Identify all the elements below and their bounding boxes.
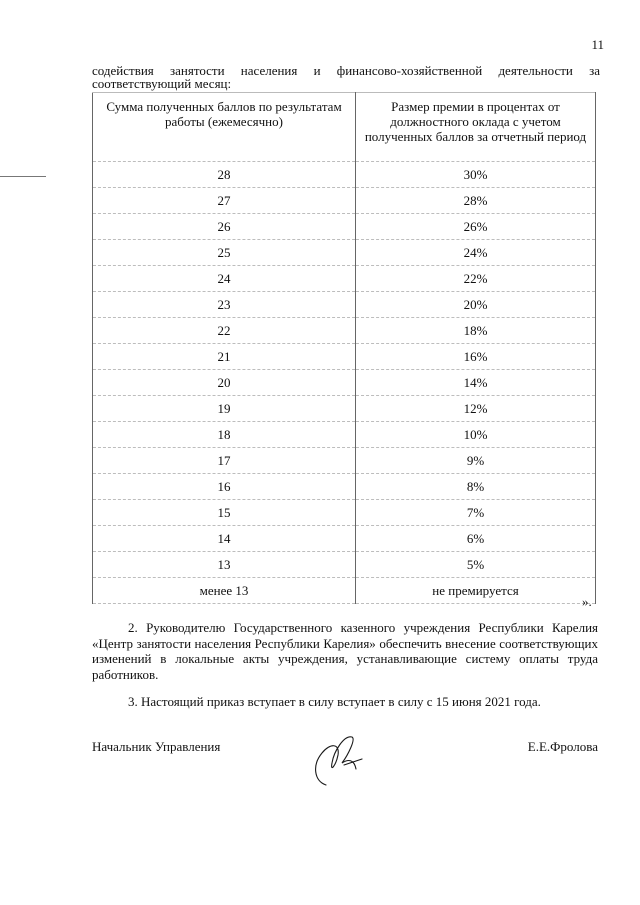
- percent-cell: 10%: [356, 422, 596, 448]
- handwritten-signature: [308, 729, 368, 791]
- score-cell: 22: [93, 318, 356, 344]
- percent-cell: 22%: [356, 266, 596, 292]
- table-row: [93, 188, 596, 214]
- percent-cell: 18%: [356, 318, 596, 344]
- closing-quote: ».: [582, 594, 592, 609]
- bonus-table: [92, 92, 596, 604]
- percent-cell: 20%: [356, 292, 596, 318]
- table-row: [93, 370, 596, 396]
- score-cell: 23: [93, 292, 356, 318]
- percent-cell: 5%: [356, 552, 596, 578]
- score-cell: менее 13: [93, 578, 356, 604]
- table-row: [93, 396, 596, 422]
- percent-cell: 28%: [356, 188, 596, 214]
- score-cell: 17: [93, 448, 356, 474]
- header-percent: Размер премии в процентах от должностного оклада с учетом полученных баллов за отчетный период: [356, 93, 596, 162]
- percent-cell: 14%: [356, 370, 596, 396]
- percent-cell: 24%: [356, 240, 596, 266]
- paragraph-3: 3. Настоящий приказ вступает в силу вступает в силу с 15 июня 2021 года.: [128, 694, 541, 709]
- signature-block: [92, 737, 598, 797]
- table-row: [93, 526, 596, 552]
- table-row: [93, 500, 596, 526]
- score-cell: 18: [93, 422, 356, 448]
- percent-cell: не премируется: [356, 578, 596, 604]
- table-row: [93, 474, 596, 500]
- score-cell: 25: [93, 240, 356, 266]
- score-cell: 28: [93, 162, 356, 188]
- signatory-title: Начальник Управления: [92, 739, 221, 754]
- table-row: [93, 448, 596, 474]
- table-row: [93, 266, 596, 292]
- percent-cell: 9%: [356, 448, 596, 474]
- table-row: [93, 240, 596, 266]
- page-number: 11: [591, 37, 604, 52]
- score-cell: 15: [93, 500, 356, 526]
- table-row: [93, 214, 596, 240]
- score-cell: 20: [93, 370, 356, 396]
- table-row: [93, 422, 596, 448]
- table-row: [93, 578, 596, 604]
- score-cell: 21: [93, 344, 356, 370]
- table-header-row: [93, 93, 596, 162]
- percent-cell: 7%: [356, 500, 596, 526]
- score-cell: 24: [93, 266, 356, 292]
- scan-mark-left: [0, 176, 46, 177]
- percent-cell: 26%: [356, 214, 596, 240]
- table-row: [93, 318, 596, 344]
- percent-cell: 6%: [356, 526, 596, 552]
- score-cell: 27: [93, 188, 356, 214]
- intro-text: содействия занятости населения и финансово-хозяйственной деятельности за соответствующий месяц:: [92, 63, 600, 91]
- score-cell: 13: [93, 552, 356, 578]
- table-row: [93, 292, 596, 318]
- score-cell: 19: [93, 396, 356, 422]
- percent-cell: 8%: [356, 474, 596, 500]
- table-row: [93, 162, 596, 188]
- table-row: [93, 344, 596, 370]
- score-cell: 14: [93, 526, 356, 552]
- table-row: [93, 552, 596, 578]
- signatory-name: Е.Е.Фролова: [527, 739, 598, 754]
- percent-cell: 16%: [356, 344, 596, 370]
- score-cell: 26: [93, 214, 356, 240]
- percent-cell: 30%: [356, 162, 596, 188]
- paragraph-2: 2. Руководителю Государственного казенного учреждения Республики Карелия «Центр занятости населения Республики Карелия» обеспечить внесение соответствующих изменений в локальные акты учреждения, устанавливающие систему оплаты труда работников.: [92, 620, 598, 682]
- score-cell: 16: [93, 474, 356, 500]
- header-score: Сумма полученных баллов по результатам работы (ежемесячно): [93, 93, 356, 162]
- percent-cell: 12%: [356, 396, 596, 422]
